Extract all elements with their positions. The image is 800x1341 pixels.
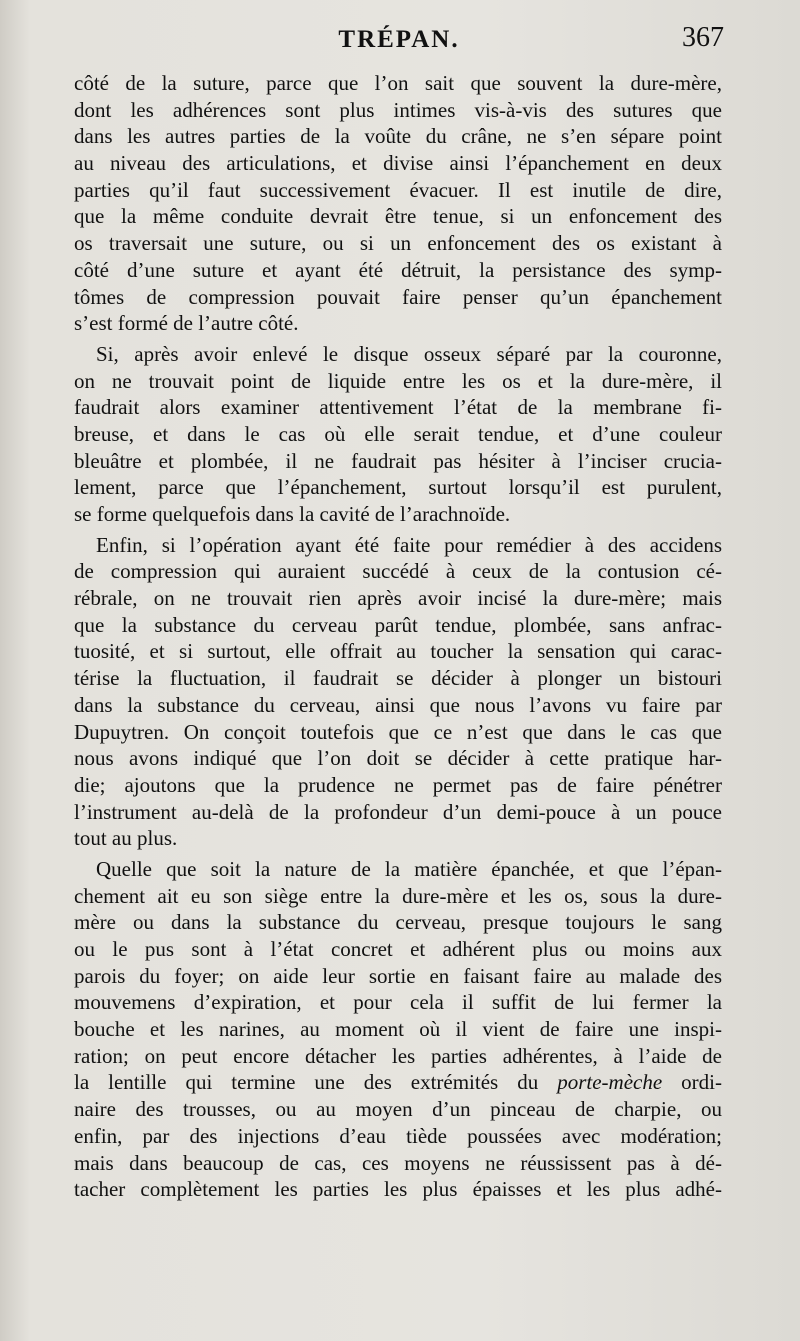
text-line: que la même conduite devrait être tenue, si un enfoncement des (74, 204, 722, 229)
text-line: Enfin, si l’opération ayant été faite pour remédier à des accidens (96, 532, 722, 557)
text-line: s’est formé de l’autre côté. (74, 311, 299, 336)
text-run: la lentille qui termine une des extrémités du (74, 1070, 558, 1095)
text-line: chement ait eu son siège entre la dure-mère et les os, sous la dure- (74, 883, 722, 908)
text-line: de compression qui auraient succédé à ceux de la contusion cé- (74, 559, 722, 584)
text-line: côté d’une suture et ayant été détruit, la persistance des symp- (74, 257, 722, 282)
text-line-with-italic (74, 1069, 722, 1096)
italic-term: porte-mèche (557, 1070, 663, 1095)
text-line: que la substance du cerveau parût tendue, plombée, sans anfrac- (74, 612, 722, 637)
paragraph (74, 70, 722, 337)
text-line: tacher complètement les parties les plus épaisses et les plus adhé- (74, 1177, 722, 1202)
body-text (74, 70, 722, 1203)
text-line: dans la substance du cerveau, ainsi que nous l’avons vu faire par (74, 692, 722, 717)
text-line: parties qu’il faut successivement évacuer. Il est inutile de dire, (74, 177, 722, 202)
page-header (74, 22, 724, 62)
text-line: mouvemens d’expiration, et pour cela il suffit de lui fermer la (74, 990, 722, 1015)
text-line: tout au plus. (74, 826, 178, 851)
text-run: ordi- (662, 1070, 722, 1095)
text-line: ou le pus sont à l’état concret et adhérent plus ou moins aux (74, 937, 722, 961)
text-line: ration; on peut encore détacher les parties adhérentes, à l’aide de (74, 1043, 722, 1068)
paragraph (74, 341, 722, 528)
text-line: mais dans beaucoup de cas, ces moyens ne réussissent pas à dé- (74, 1150, 722, 1175)
text-line: parois du foyer; on aide leur sortie en faisant faire au malade des (74, 963, 722, 988)
paragraph (74, 532, 722, 852)
text-line: Quelle que soit la nature de la matière épanchée, et que l’épan- (96, 856, 722, 881)
paragraph (74, 856, 722, 1203)
text-line: rébrale, on ne trouvait rien après avoir incisé la dure-mère; mais (74, 586, 722, 611)
text-line: dans les autres parties de la voûte du crâne, ne s’en sépare point (74, 124, 722, 149)
text-line: l’instrument au-delà de la profondeur d’un demi-pouce à un pouce (74, 799, 722, 824)
text-line: faudrait alors examiner attentivement l’état de la membrane fi- (74, 395, 722, 420)
text-line: naire des trousses, ou au moyen d’un pinceau de charpie, ou (74, 1097, 722, 1122)
text-line: on ne trouvait point de liquide entre les os et la dure-mère, il (74, 368, 722, 393)
page-number: 367 (682, 22, 724, 53)
text-line: au niveau des articulations, et divise ainsi l’épanchement en deux (74, 151, 722, 176)
text-line: enfin, par des injections d’eau tiède poussées avec modération; (74, 1123, 722, 1148)
text-line: côté de la suture, parce que l’on sait que souvent la dure-mère, (74, 71, 722, 95)
text-line: Dupuytren. On conçoit toutefois que ce n’est que dans le cas que (74, 719, 722, 744)
text-line: dont les adhérences sont plus intimes vis-à-vis des sutures que (74, 97, 722, 122)
text-line: die; ajoutons que la prudence ne permet pas de faire pénétrer (74, 772, 722, 797)
text-line: bleuâtre et plombée, il ne faudrait pas hésiter à l’inciser crucia- (74, 448, 722, 473)
text-line: tuosité, et si surtout, elle offrait au toucher la sensation qui carac- (74, 639, 722, 664)
running-title: TRÉPAN. (338, 26, 460, 53)
text-line: breuse, et dans le cas où elle serait tendue, et d’une couleur (74, 421, 722, 446)
text-line: lement, parce que l’épanchement, surtout lorsqu’il est purulent, (74, 475, 722, 500)
text-line: os traversait une suture, ou si un enfoncement des os existant à (74, 231, 722, 256)
text-line: nous avons indiqué que l’on doit se décider à cette pratique har- (74, 746, 722, 771)
text-line: tômes de compression pouvait faire penser qu’un épanchement (74, 284, 722, 309)
text-line: mère ou dans la substance du cerveau, presque toujours le sang (74, 910, 722, 935)
text-line: Si, après avoir enlevé le disque osseux séparé par la couronne, (96, 341, 722, 366)
text-line: bouche et les narines, au moment où il vient de faire une inspi- (74, 1017, 722, 1042)
text-line: se forme quelquefois dans la cavité de l’arachnoïde. (74, 502, 511, 526)
text-line: térise la fluctuation, il faudrait se décider à plonger un bistouri (74, 666, 722, 691)
